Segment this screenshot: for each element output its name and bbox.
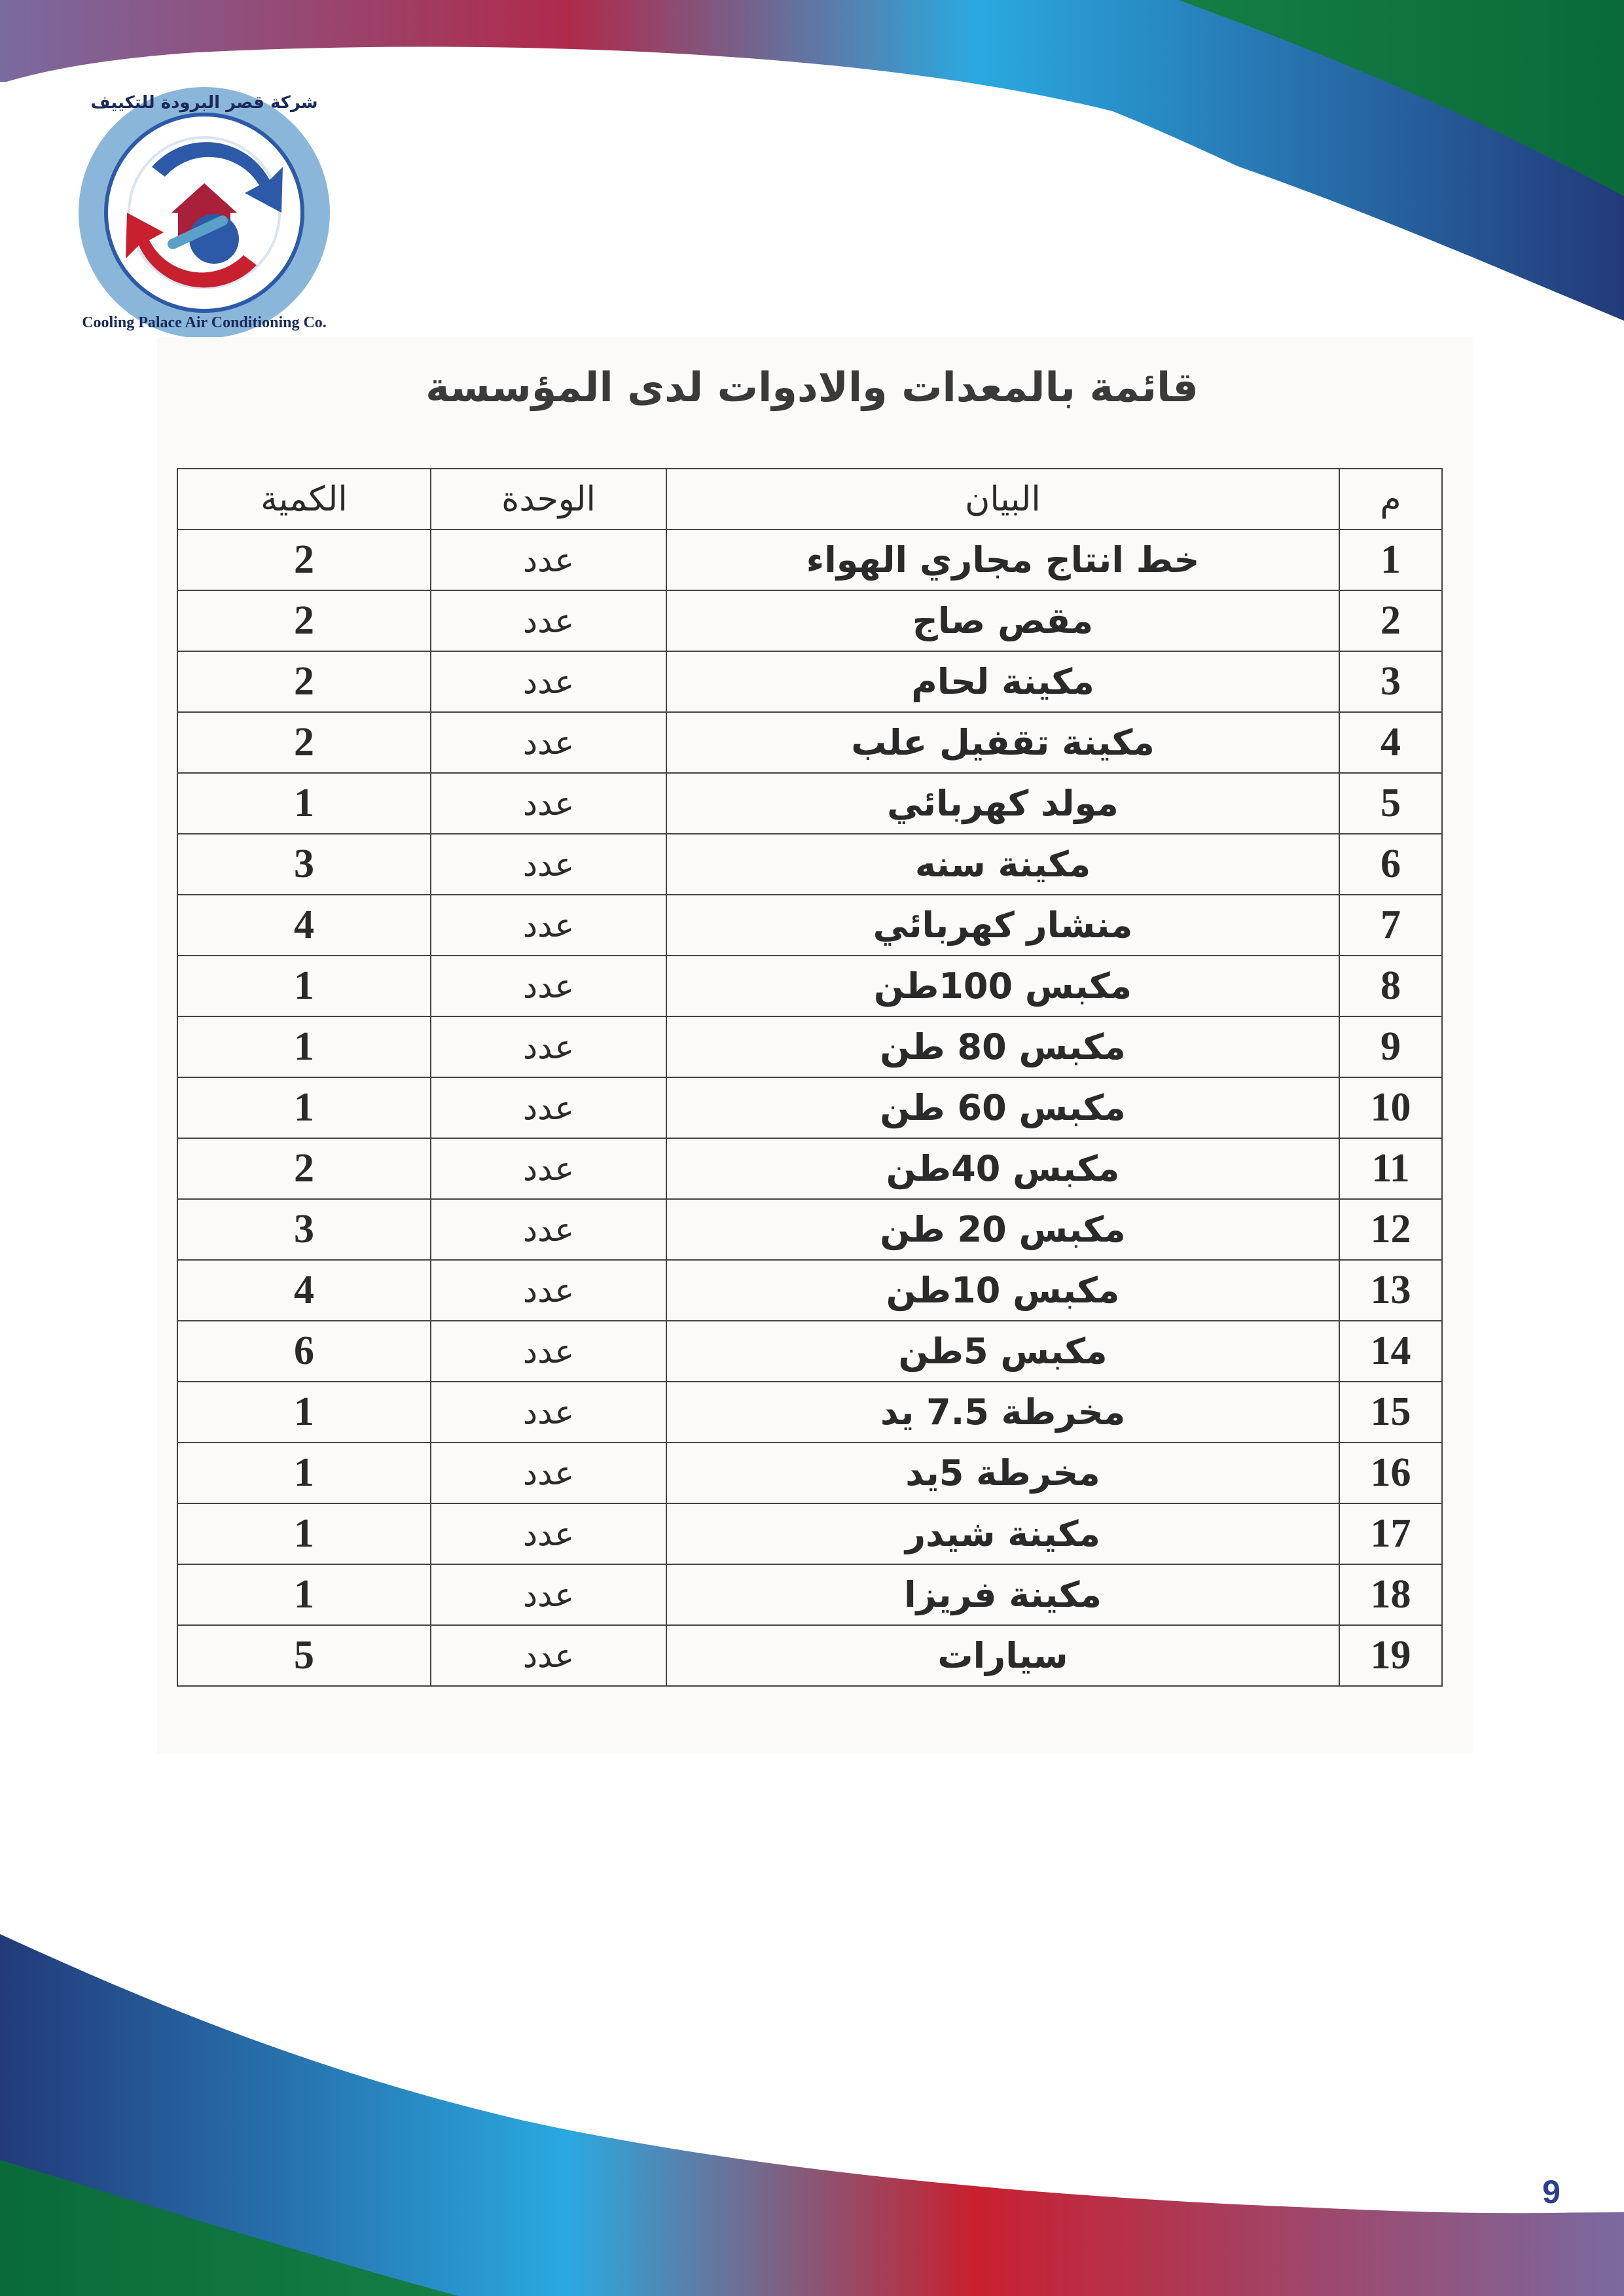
row-description-cell: مقص صاج: [666, 590, 1339, 651]
table-row: [177, 834, 1442, 895]
row-description-cell: مكبس 10طن: [666, 1260, 1339, 1321]
table-row: [177, 1077, 1442, 1138]
row-number-cell: 5: [1339, 773, 1442, 834]
row-quantity-cell: 4: [177, 1260, 431, 1321]
row-quantity-cell: 1: [177, 1016, 431, 1077]
header-description: البيان: [666, 469, 1339, 529]
row-unit-cell: عدد: [431, 651, 666, 712]
row-description-cell: مكبس 5طن: [666, 1321, 1339, 1382]
row-unit-cell: عدد: [431, 1138, 666, 1199]
table-row: [177, 1138, 1442, 1199]
row-quantity-cell: 5: [177, 1625, 431, 1686]
row-number-cell: 13: [1339, 1260, 1442, 1321]
row-description-cell: مكينة فريزا: [666, 1564, 1339, 1625]
row-description-cell: سيارات: [666, 1625, 1339, 1686]
row-unit-cell: عدد: [431, 1077, 666, 1138]
row-number-cell: 6: [1339, 834, 1442, 895]
row-description-cell: مكبس 60 طن: [666, 1077, 1339, 1138]
page-title: قائمة بالمعدات والادوات لدى المؤسسة: [425, 363, 1199, 411]
row-quantity-cell: 1: [177, 1443, 431, 1503]
table-row: [177, 1016, 1442, 1077]
row-unit-cell: عدد: [431, 1016, 666, 1077]
table-row: [177, 1260, 1442, 1321]
table-row: [177, 590, 1442, 651]
row-unit-cell: عدد: [431, 590, 666, 651]
row-description-cell: مخرطة 5يد: [666, 1443, 1339, 1503]
table-row: [177, 773, 1442, 834]
row-quantity-cell: 1: [177, 1503, 431, 1564]
row-unit-cell: عدد: [431, 529, 666, 590]
table-row: [177, 651, 1442, 712]
page-number: 9: [1542, 2174, 1561, 2210]
logo-english-text: Cooling Palace Air Conditioning Co.: [82, 314, 327, 331]
row-number-cell: 8: [1339, 956, 1442, 1016]
row-description-cell: مكبس 100طن: [666, 956, 1339, 1016]
row-quantity-cell: 1: [177, 1564, 431, 1625]
row-number-cell: 16: [1339, 1443, 1442, 1503]
table-row: [177, 1382, 1442, 1443]
row-unit-cell: عدد: [431, 1503, 666, 1564]
table-row: [177, 1443, 1442, 1503]
row-unit-cell: عدد: [431, 1625, 666, 1686]
row-unit-cell: عدد: [431, 1199, 666, 1260]
row-quantity-cell: 2: [177, 529, 431, 590]
header-no: م: [1339, 469, 1442, 529]
row-unit-cell: عدد: [431, 1382, 666, 1443]
table-row: [177, 895, 1442, 956]
equipment-table: [177, 468, 1443, 1687]
row-description-cell: مكينة لحام: [666, 651, 1339, 712]
row-quantity-cell: 1: [177, 1077, 431, 1138]
row-description-cell: مكبس 20 طن: [666, 1199, 1339, 1260]
table-row: [177, 1321, 1442, 1382]
row-unit-cell: عدد: [431, 773, 666, 834]
row-unit-cell: عدد: [431, 834, 666, 895]
row-number-cell: 2: [1339, 590, 1442, 651]
bottom-decorative-band: [0, 1924, 1624, 2296]
row-number-cell: 1: [1339, 529, 1442, 590]
row-description-cell: مولد كهربائي: [666, 773, 1339, 834]
row-unit-cell: عدد: [431, 1443, 666, 1503]
row-quantity-cell: 2: [177, 590, 431, 651]
row-number-cell: 19: [1339, 1625, 1442, 1686]
table-row: [177, 1564, 1442, 1625]
row-number-cell: 10: [1339, 1077, 1442, 1138]
row-description-cell: مكينة شيدر: [666, 1503, 1339, 1564]
row-number-cell: 7: [1339, 895, 1442, 956]
row-unit-cell: عدد: [431, 1564, 666, 1625]
row-quantity-cell: 4: [177, 895, 431, 956]
row-description-cell: مكبس 80 طن: [666, 1016, 1339, 1077]
row-number-cell: 12: [1339, 1199, 1442, 1260]
row-description-cell: خط انتاج مجاري الهواء: [666, 529, 1339, 590]
row-number-cell: 15: [1339, 1382, 1442, 1443]
row-description-cell: مكينة تقفيل علب: [666, 712, 1339, 773]
row-number-cell: 14: [1339, 1321, 1442, 1382]
table-row: [177, 1503, 1442, 1564]
row-quantity-cell: 3: [177, 834, 431, 895]
row-quantity-cell: 2: [177, 1138, 431, 1199]
table-row: [177, 529, 1442, 590]
row-unit-cell: عدد: [431, 956, 666, 1016]
row-description-cell: منشار كهربائي: [666, 895, 1339, 956]
table-row: [177, 956, 1442, 1016]
row-quantity-cell: 2: [177, 651, 431, 712]
row-quantity-cell: 1: [177, 1382, 431, 1443]
row-description-cell: مخرطة 7.5 يد: [666, 1382, 1339, 1443]
row-quantity-cell: 1: [177, 956, 431, 1016]
row-description-cell: مكبس 40طن: [666, 1138, 1339, 1199]
header-quantity: الكمية: [177, 469, 431, 529]
table-body: [177, 529, 1442, 1686]
row-quantity-cell: 6: [177, 1321, 431, 1382]
company-logo: [73, 82, 335, 344]
row-quantity-cell: 2: [177, 712, 431, 773]
row-unit-cell: عدد: [431, 712, 666, 773]
header-unit: الوحدة: [431, 469, 666, 529]
row-number-cell: 9: [1339, 1016, 1442, 1077]
row-unit-cell: عدد: [431, 895, 666, 956]
row-description-cell: مكينة سنه: [666, 834, 1339, 895]
row-number-cell: 4: [1339, 712, 1442, 773]
row-number-cell: 18: [1339, 1564, 1442, 1625]
row-unit-cell: عدد: [431, 1321, 666, 1382]
logo-arabic-text: شركة قصر البرودة للتكييف: [90, 93, 318, 113]
row-number-cell: 3: [1339, 651, 1442, 712]
table-header-row: [177, 469, 1442, 529]
table-row: [177, 1625, 1442, 1686]
table-row: [177, 712, 1442, 773]
row-quantity-cell: 1: [177, 773, 431, 834]
row-quantity-cell: 3: [177, 1199, 431, 1260]
table-row: [177, 1199, 1442, 1260]
row-number-cell: 17: [1339, 1503, 1442, 1564]
row-number-cell: 11: [1339, 1138, 1442, 1199]
row-unit-cell: عدد: [431, 1260, 666, 1321]
